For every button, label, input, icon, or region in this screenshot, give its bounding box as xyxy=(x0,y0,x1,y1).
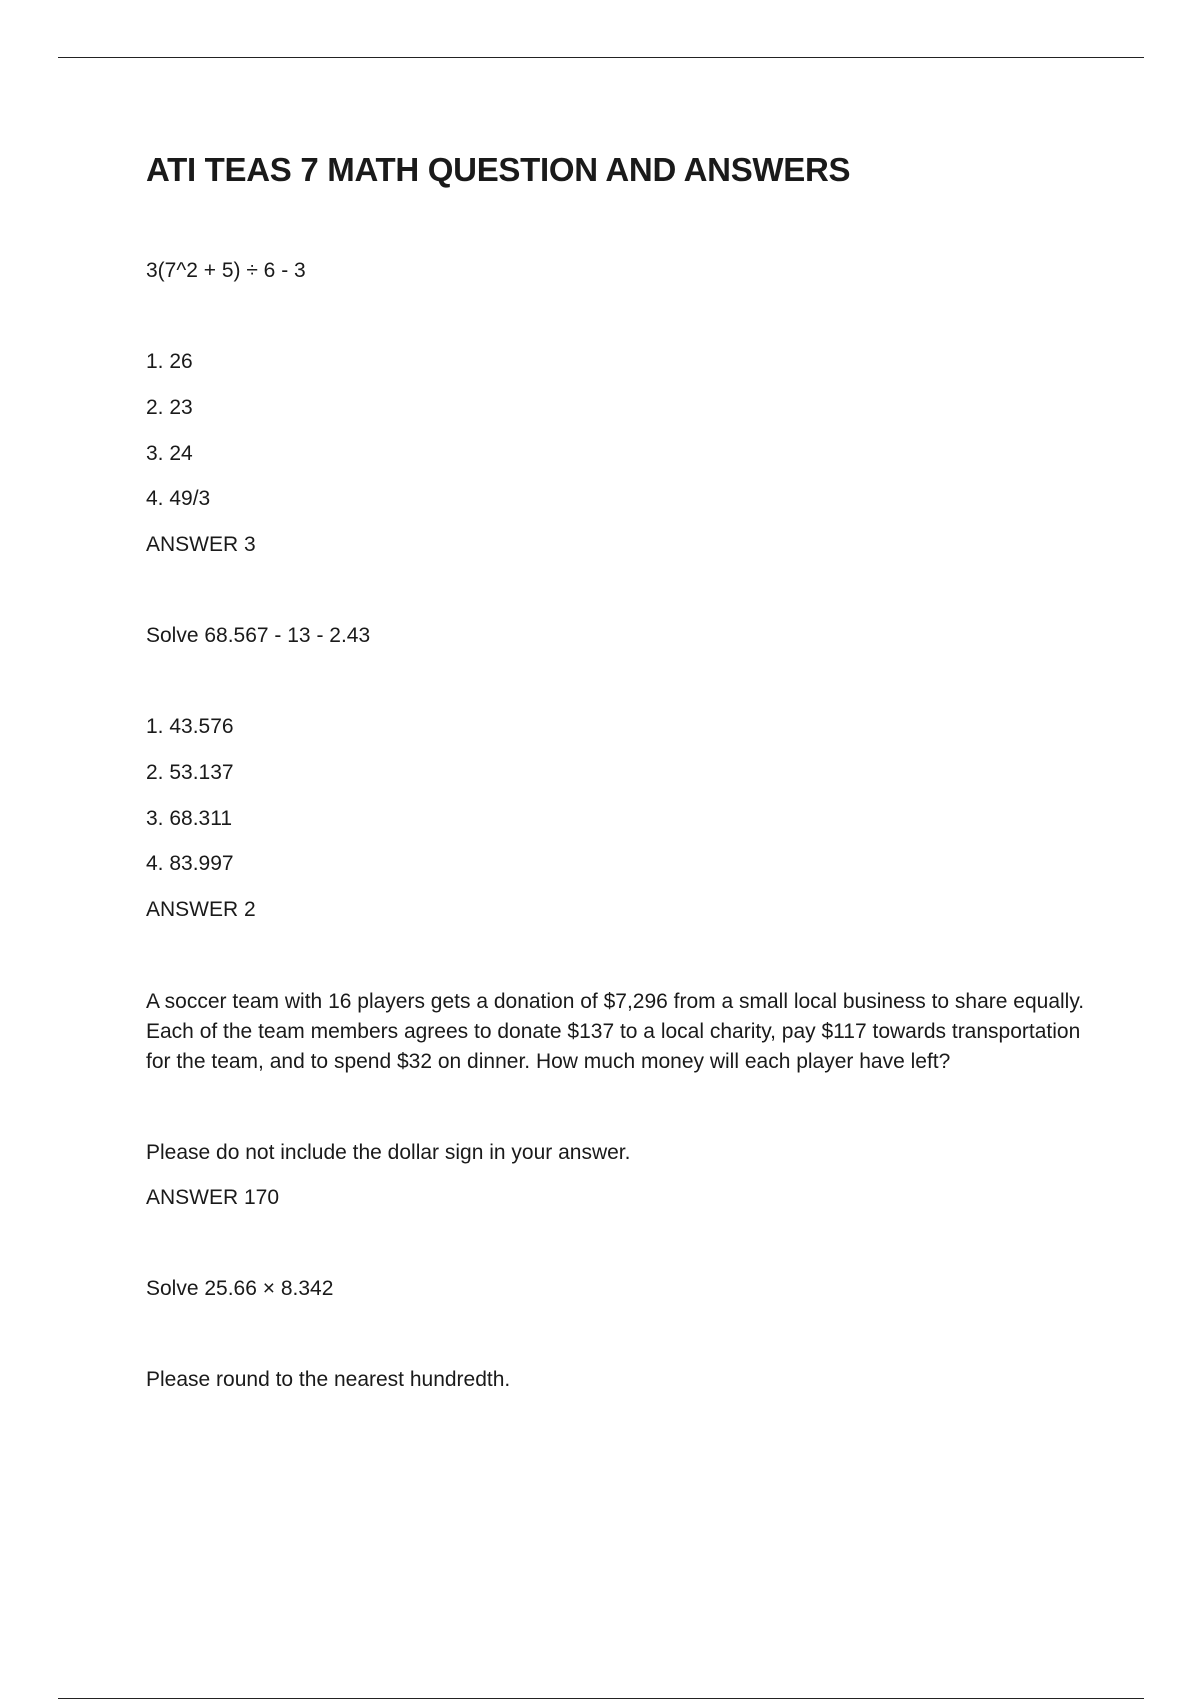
choice-item: 3. 24 xyxy=(146,442,193,465)
question-2-prompt: Solve 68.567 - 13 - 2.43 xyxy=(146,624,371,647)
choice-item: 4. 83.997 xyxy=(146,852,234,875)
question-4 xyxy=(146,1275,1086,1394)
choice-item: 4. 49/3 xyxy=(146,487,211,510)
page-title: ATI TEAS 7 MATH QUESTION AND ANSWERS xyxy=(146,151,851,188)
header-rule xyxy=(58,57,1144,58)
question-1-choices xyxy=(146,348,1086,513)
question-4-note: Please round to the nearest hundredth. xyxy=(146,1368,511,1391)
question-3-answer: ANSWER 170 xyxy=(146,1186,280,1209)
choice-item: 1. 43.576 xyxy=(146,715,234,738)
choice-item: 1. 26 xyxy=(146,350,193,373)
question-1-answer: ANSWER 3 xyxy=(146,533,256,556)
question-2-answer: ANSWER 2 xyxy=(146,898,256,921)
question-4-prompt: Solve 25.66 × 8.342 xyxy=(146,1277,334,1300)
question-1 xyxy=(146,257,1086,559)
choice-item: 2. 23 xyxy=(146,396,193,419)
choice-item: 3. 68.311 xyxy=(146,807,233,830)
choice-item: 2. 53.137 xyxy=(146,761,234,784)
question-3 xyxy=(146,987,1086,1212)
question-1-prompt: 3(7^2 + 5) ÷ 6 - 3 xyxy=(146,259,306,282)
question-3-note: Please do not include the dollar sign in your answer. xyxy=(146,1141,631,1164)
document-body xyxy=(146,146,1086,1394)
question-2 xyxy=(146,622,1086,924)
footer-rule xyxy=(58,1698,1144,1699)
question-3-prompt: A soccer team with 16 players gets a donation of $7,296 from a small local business to share equally. Each of the team members agrees to donate $137 to a local charity, pay $117 towards transportation for the team, and to spend $32 on dinner. How much money will each player have left? xyxy=(146,990,1085,1073)
question-2-choices xyxy=(146,713,1086,878)
